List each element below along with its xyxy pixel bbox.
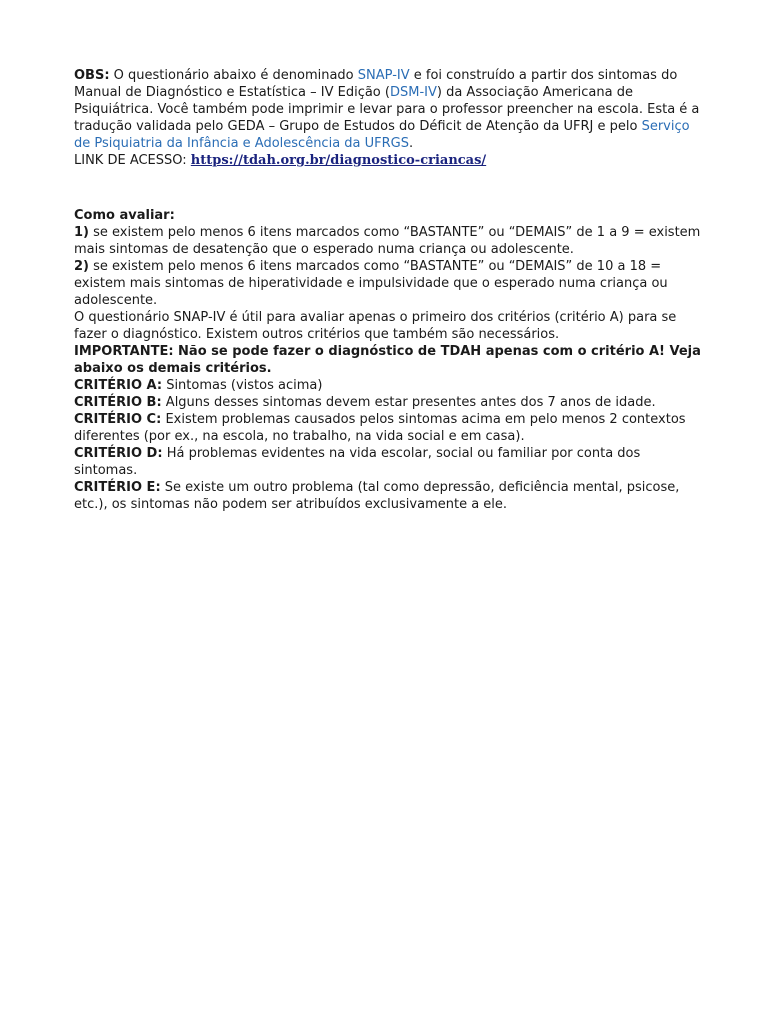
criterio-c [74,411,704,445]
obs-text-4: . [409,136,414,151]
access-link-label: LINK DE ACESSO: [74,153,191,168]
obs-label: OBS: [74,68,110,83]
criterio-c-text: Existem problemas causados pelos sintomas acima em pelo menos 2 contextos diferentes (por ex., na escola, no trabalho, na vida social e em casa). [74,412,686,444]
avaliar-title [74,207,704,224]
avaliar-section [74,207,704,513]
criterio-a [74,377,704,394]
criterio-b-label: CRITÉRIO B: [74,395,162,410]
criterio-a-text: Sintomas (vistos acima) [162,378,323,393]
criterio-e [74,479,704,513]
obs-text-2: e foi construído a partir dos sintomas do Manual de Diagnóstico e Estatística – IV Edição ( [74,68,678,100]
avaliar-title-text: Como avaliar: [74,208,175,223]
importante-note [74,343,704,377]
access-link[interactable]: https://tdah.org.br/diagnostico-criancas/ [190,153,487,168]
item-1-text: se existem pelo menos 6 itens marcados como “BASTANTE” ou “DEMAIS” de 1 a 9 = existem mais sintomas de desatenção que o esperado numa criança ou adolescente. [74,225,701,257]
obs-text-1: O questionário abaixo é denominado [109,68,358,83]
criterio-b [74,394,704,411]
obs-paragraph [74,67,704,152]
item-1-number: 1) [74,225,89,240]
avaliar-item-1 [74,224,704,258]
criterio-b-text: Alguns desses sintomas devem estar presentes antes dos 7 anos de idade. [161,395,656,410]
dsm-iv-link[interactable]: DSM-IV [389,85,437,100]
item-2-number: 2) [74,259,89,274]
importante-text: IMPORTANTE: Não se pode fazer o diagnóstico de TDAH apenas com o critério A! Veja abaixo os demais critérios. [74,344,701,376]
criterio-c-label: CRITÉRIO C: [74,412,162,427]
access-link-line [74,152,704,169]
servico-psiquiatria-link[interactable]: Serviço de Psiquiatria da Infância e Adolescência da UFRGS [74,119,690,151]
criterio-d [74,445,704,479]
criterio-a-label: CRITÉRIO A: [74,378,163,393]
criterio-d-label: CRITÉRIO D: [74,446,163,461]
criterio-e-text: Se existe um outro problema (tal como depressão, deficiência mental, psicose, etc.), os sintomas não podem ser atribuídos exclusivamente a ele. [74,480,680,512]
avaliar-item-2 [74,258,704,309]
snap-note: O questionário SNAP-IV é útil para avaliar apenas o primeiro dos critérios (critério A) para se fazer o diagnóstico. Existem outros critérios que também são necessários. [74,310,677,342]
item-2-text: se existem pelo menos 6 itens marcados como “BASTANTE” ou “DEMAIS” de 10 a 18 = existem mais sintomas de hiperatividade e impulsividade que o esperado numa criança ou adolescente. [74,259,668,308]
obs-text-3: ) da Associação Americana de Psiquiátrica. Você também pode imprimir e levar para o professor preencher na escola. Esta é a tradução validada pelo GEDA – Grupo de Estudos do Déficit de Atenção da UFRJ e pelo [74,85,700,134]
obs-section [74,67,704,169]
criterio-d-text: Há problemas evidentes na vida escolar, social ou familiar por conta dos sintomas. [74,446,641,478]
criterio-e-label: CRITÉRIO E: [74,480,161,495]
snap-iv-link[interactable]: SNAP-IV [357,68,410,83]
